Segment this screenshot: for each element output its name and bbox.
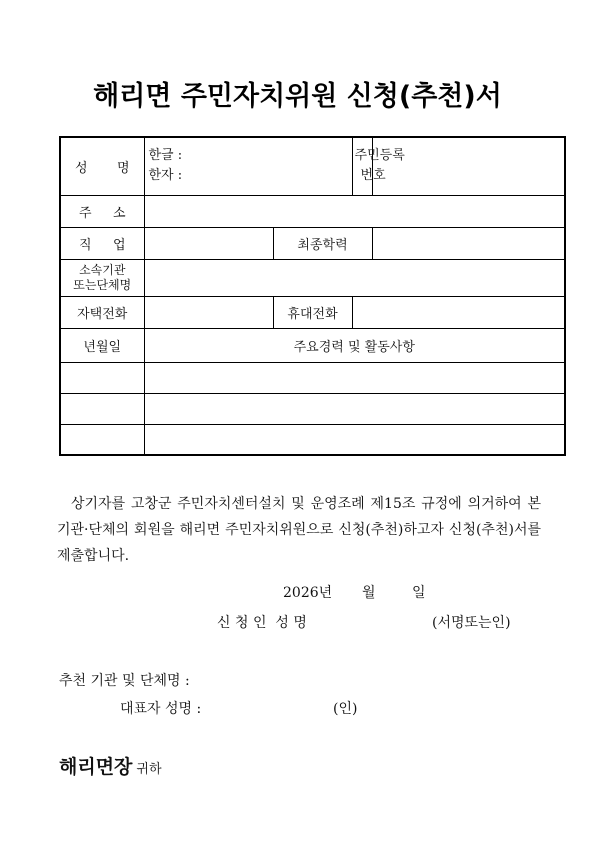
body-paragraph: 상기자를 고창군 주민자치센터설치 및 운영조례 제15조 규정에 의거하여 본 기관·단체의 회원을 해리면 주민자치위원으로 신청(추천)하고자 신청(추천)서를 제출합니다.	[57, 496, 541, 564]
application-form-table	[59, 136, 566, 456]
date-day: 일	[412, 585, 426, 601]
org-label-line2: 또는단체명	[73, 277, 132, 292]
representative-name-label: 대표자 성명 :	[120, 701, 202, 717]
rrn-input-cell[interactable]	[372, 137, 565, 195]
job-label-char-1: 직	[79, 237, 92, 253]
job-label-char-2: 업	[112, 237, 126, 253]
address-input-cell[interactable]	[144, 195, 565, 227]
name-hanja-label: 한자 :	[148, 168, 183, 184]
job-label-cell	[60, 227, 144, 259]
home-phone-input-cell[interactable]	[144, 296, 273, 328]
date-month: 월	[362, 585, 376, 601]
mobile-label: 휴대전화	[273, 296, 352, 328]
applicant-sign-hint: (서명또는인)	[432, 615, 511, 631]
address-label-cell	[60, 195, 144, 227]
page-title: 해리면 주민자치위원 신청(추천)서	[93, 81, 502, 112]
name-label-char-1: 성	[75, 160, 88, 176]
career-detail-input-3[interactable]	[144, 424, 565, 455]
career-col-label: 주요경력 및 활동사항	[144, 328, 565, 362]
name-input-cell[interactable]	[144, 137, 352, 195]
name-label-char-2: 명	[116, 160, 130, 176]
address-label-char-1: 주	[79, 205, 92, 221]
closing-line	[59, 752, 162, 779]
rrn-label-cell	[352, 137, 405, 195]
date-year: 2026년	[283, 585, 333, 601]
career-detail-input-1[interactable]	[144, 362, 565, 393]
date-col-label: 년월일	[60, 328, 144, 362]
career-detail-input-2[interactable]	[144, 393, 565, 424]
org-input-cell[interactable]	[144, 259, 565, 296]
rrn-label-line1: 주민등록	[354, 148, 405, 164]
org-label-cell	[60, 259, 144, 296]
education-input-cell[interactable]	[372, 227, 565, 259]
honorific: 귀하	[136, 762, 162, 777]
name-label-cell	[60, 137, 144, 195]
addressee: 해리면장	[59, 756, 133, 778]
representative-seal: (인)	[333, 701, 358, 717]
career-date-input-3[interactable]	[60, 424, 144, 455]
education-label: 최종학력	[273, 227, 372, 259]
applicant-name-label: 신 청 인 성 명	[217, 615, 307, 631]
mobile-input-cell[interactable]	[352, 296, 565, 328]
job-input-cell[interactable]	[144, 227, 273, 259]
home-phone-label: 자택전화	[60, 296, 144, 328]
org-label-line1: 소속기관	[79, 262, 126, 277]
rrn-label-char-1: 번	[360, 168, 374, 184]
name-korean-label: 한글 :	[148, 148, 183, 164]
address-label-char-2: 소	[112, 205, 126, 221]
career-date-input-1[interactable]	[60, 362, 144, 393]
career-date-input-2[interactable]	[60, 393, 144, 424]
recommend-org-label: 추천 기관 및 단체명 :	[59, 673, 190, 689]
rrn-label-char-2: 호	[373, 168, 386, 184]
